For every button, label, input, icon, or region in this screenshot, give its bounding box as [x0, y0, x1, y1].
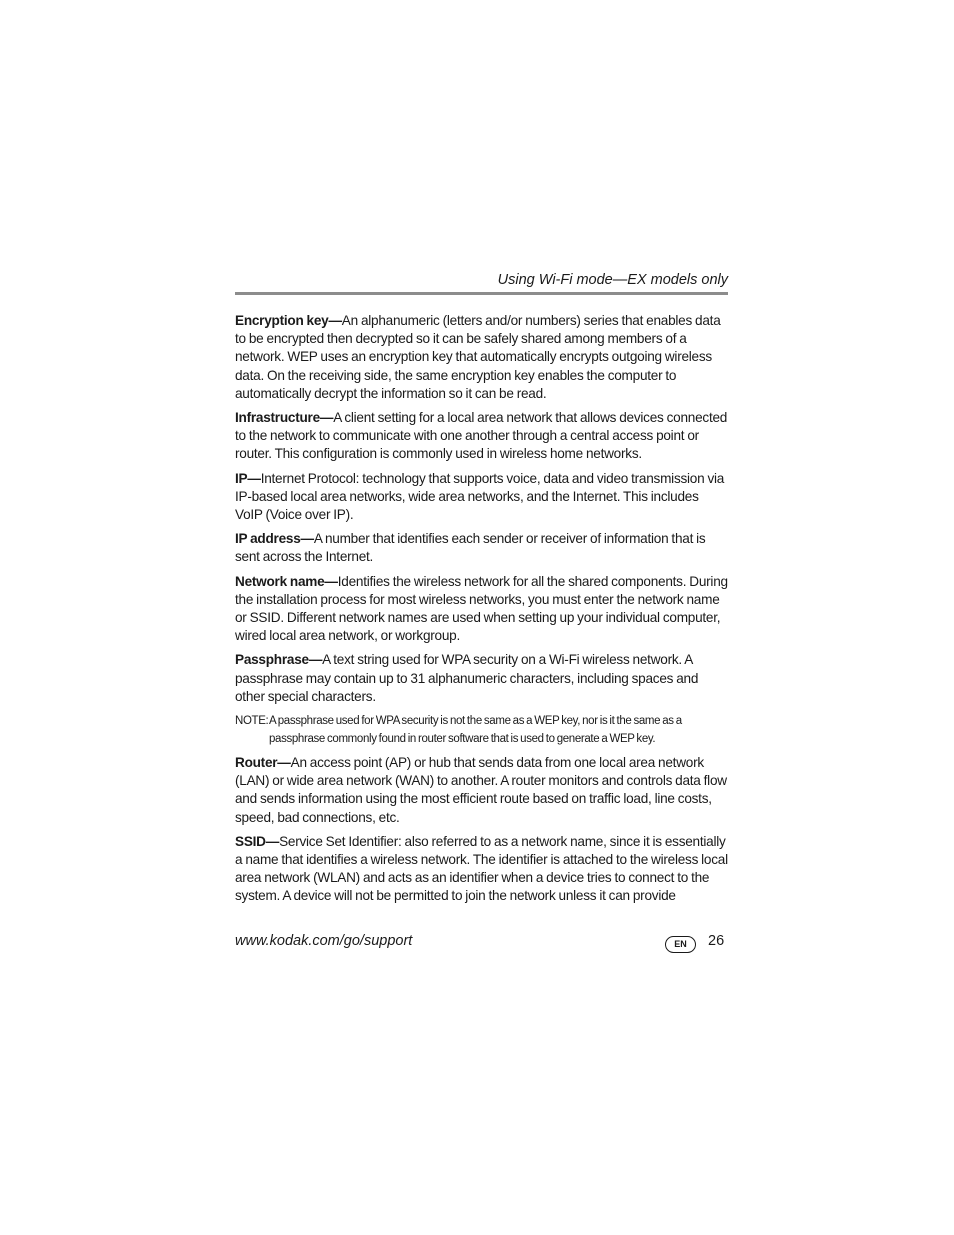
- page-number: 26: [708, 933, 725, 949]
- glossary-definition: An alphanumeric (letters and/or numbers) series that enables data to be encrypted then decrypted so it can be safely shared among members of a network. WEP uses an encryption key that automatically encrypts outgoing wireless data. On the receiving side, the same encryption key enables the computer to automatically decrypt the information so it can be read.: [235, 313, 721, 401]
- glossary-term: SSID—: [235, 833, 280, 849]
- glossary-entry-passphrase: [235, 651, 728, 706]
- glossary-entry-router: [235, 754, 728, 827]
- passphrase-note: [235, 712, 728, 748]
- glossary-definition: A client setting for a local area network that allows devices connected to the network to communicate with one another through a central access point or router. This configuration is commonly used in wireless home networks.: [235, 410, 728, 462]
- glossary-term: Router—: [235, 755, 291, 771]
- note-label: NOTE:: [235, 715, 269, 728]
- glossary-content: [235, 312, 728, 912]
- glossary-entry-infrastructure: [235, 409, 728, 464]
- glossary-definition: Internet Protocol: technology that supports voice, data and video transmission via IP-based local area networks, wide area networks, and the Internet. This includes VoIP (Voice over IP).: [235, 470, 725, 523]
- glossary-definition: Service Set Identifier: also referred to as a network name, since it is essentially a name that identifies a wireless network. The identifier is attached to the wireless local area network (WLAN) and acts as an identifier when a device tries to connect to the system. A device will not be permitted to join the network unless it can provide: [235, 833, 728, 904]
- glossary-term: Infrastructure—: [235, 410, 334, 426]
- glossary-entry-network-name: [235, 573, 728, 646]
- glossary-entry-ssid: [235, 833, 728, 906]
- glossary-term: IP address—: [235, 531, 314, 547]
- glossary-term: Encryption key—: [235, 313, 342, 328]
- header-divider: [235, 292, 728, 295]
- glossary-term: IP—: [235, 470, 261, 486]
- glossary-term: Network name—: [235, 573, 338, 589]
- support-url: www.kodak.com/go/support: [235, 933, 413, 949]
- glossary-entry-encryption-key: [235, 312, 728, 403]
- glossary-definition: A number that identifies each sender or receiver of information that is sent across the Internet.: [235, 531, 706, 565]
- note-text: A passphrase used for WPA security is not the same as a WEP key, nor is it the same as a passphrase commonly found in router software that is used to generate a WEP key.: [269, 715, 682, 746]
- glossary-entry-ip-address: [235, 530, 728, 566]
- glossary-entry-ip: [235, 470, 728, 525]
- glossary-definition: Identifies the wireless network for all the shared components. During the installation process for most wireless networks, you must enter the network name or SSID. Different network names are used when setting up your individual computer, wired local area network, or workgroup.: [235, 573, 728, 644]
- glossary-term: Passphrase—: [235, 652, 323, 668]
- glossary-definition: A text string used for WPA security on a Wi-Fi wireless network. A passphrase may contain up to 31 alphanumeric characters, including spaces and other special characters.: [235, 652, 699, 704]
- glossary-definition: An access point (AP) or hub that sends data from one local area network (LAN) or wide area network (WAN) to another. A router monitors and controls data flow and sends information using the most efficient route based on traffic load, line costs, speed, bad connections, etc.: [235, 755, 727, 825]
- page-header-title: Using Wi-Fi mode—EX models only: [497, 272, 728, 288]
- language-badge: EN: [665, 936, 696, 953]
